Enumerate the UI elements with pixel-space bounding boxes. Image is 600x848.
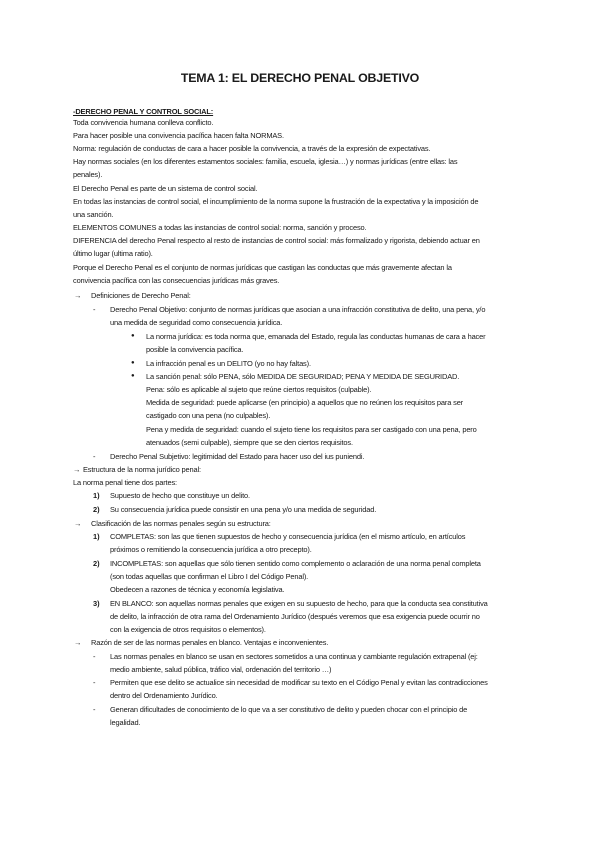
razon-line: Las normas penales en blanco se usan en sectores sometidos a una continua y cambiante regulación extrapenal (ej:: [110, 652, 478, 661]
bullet-line: La sanción penal: sólo PENA, sólo MEDIDA DE SEGURIDAD; PENA Y MEDIDA DE SEGURIDAD.: [146, 372, 460, 381]
definiciones-heading: Definiciones de Derecho Penal:: [91, 291, 191, 300]
clasificacion-line: Obedecen a razones de técnica y economía legislativa.: [110, 585, 285, 594]
bullet-icon: ●: [131, 333, 135, 339]
razon-line: Permiten que ese delito se actualice sin necesidad de modificar su texto en el Código Penal y evitan las contradicciones: [110, 678, 488, 687]
sancion-detalle-line: Pena y medida de seguridad: cuando el sujeto tiene los requisitos para ser castigado con una pena, pero: [146, 425, 477, 434]
clasificacion-line: con la exigencia de otros requisitos o elementos).: [110, 625, 266, 634]
dash-icon: -: [93, 305, 96, 314]
objetivo-line: una medida de seguridad como consecuencia jurídica.: [110, 318, 283, 327]
intro-line: penales).: [73, 170, 103, 179]
sancion-detalle-line: atenuados (semi culpable), siempre que se den ciertos requisitos.: [146, 438, 353, 447]
dash-icon: -: [93, 705, 96, 714]
arrow-icon: →: [74, 291, 82, 300]
clasificacion-line: INCOMPLETAS: son aquellas que sólo tienen sentido como complemento o aclaración de una norma penal completa: [110, 559, 481, 568]
razon-line: legalidad.: [110, 718, 141, 727]
clasificacion-line: de delito, la infracción de otra rama del Ordenamiento Jurídico (después veremos que esa exigencia puede ocurrir no: [110, 612, 480, 621]
list-number: 1): [93, 532, 100, 541]
bullet-icon: ●: [131, 360, 135, 366]
clasificacion-line: (son todas aquellas que confirman el Libro I del Código Penal).: [110, 572, 309, 581]
intro-line: último lugar (ultima ratio).: [73, 249, 153, 258]
dash-icon: -: [93, 678, 96, 687]
intro-line: Porque el Derecho Penal es el conjunto de normas jurídicas que castigan las conductas que más gravemente afectan la: [73, 263, 452, 272]
sancion-detalle-line: castigado con una pena (no culpables).: [146, 411, 271, 420]
page-title: TEMA 1: EL DERECHO PENAL OBJETIVO: [180, 71, 420, 85]
razon-line: medio ambiente, salud pública, tráfico vial, ordenación del territorio …): [110, 665, 332, 674]
list-number: 2): [93, 559, 100, 568]
intro-line: En todas las instancias de control social, el incumplimiento de la norma supone la frustración de la expectativa y la imposición de: [73, 197, 479, 206]
arrow-icon: →: [74, 519, 82, 528]
arrow-icon: →: [74, 638, 82, 647]
bullet-line: La infracción penal es un DELITO (yo no hay faltas).: [146, 359, 311, 368]
sancion-detalle-line: Pena: sólo es aplicable al sujeto que reúne ciertos requisitos (culpable).: [146, 385, 372, 394]
intro-line: ELEMENTOS COMUNES a todas las instancias de control social: norma, sanción y proceso.: [73, 223, 367, 232]
intro-line: una sanción.: [73, 210, 114, 219]
clasificacion-line: COMPLETAS: son las que tienen supuestos de hecho y consecuencia jurídica (en el mismo artículo, en artículos: [110, 532, 466, 541]
section-heading: -DERECHO PENAL Y CONTROL SOCIAL:: [73, 107, 214, 116]
subjetivo-line: Derecho Penal Subjetivo: legitimidad del Estado para hacer uso del ius puniendi.: [110, 452, 365, 461]
list-number: 1): [93, 491, 100, 500]
bullet-line: La norma jurídica: es toda norma que, emanada del Estado, regula las conductas humanas de cara a hacer: [146, 332, 486, 341]
estructura-item: Supuesto de hecho que constituye un delito.: [110, 491, 250, 500]
razon-line: dentro del Ordenamiento Jurídico.: [110, 691, 218, 700]
bullet-line: posible la convivencia pacífica.: [146, 345, 244, 354]
arrow-icon: →: [73, 465, 81, 474]
clasificacion-line: EN BLANCO: son aquellas normas penales que exigen en su supuesto de hecho, para que la conducta sea constitutiva: [110, 599, 488, 608]
intro-line: El Derecho Penal es parte de un sistema de control social.: [73, 184, 258, 193]
intro-line: Hay normas sociales (en los diferentes estamentos sociales: familia, escuela, iglesia…) y normas jurídicas (entre ellas: las: [73, 157, 458, 166]
dash-icon: -: [93, 452, 96, 461]
clasificacion-line: próximos o remitiendo la consecuencia jurídica a otro precepto).: [110, 545, 312, 554]
sancion-detalle-line: Medida de seguridad: puede aplicarse (en principio) a aquellos que no reúnen los requisitos para ser: [146, 398, 464, 407]
razon-heading: Razón de ser de las normas penales en blanco. Ventajas e inconvenientes.: [91, 638, 329, 647]
intro-line: convivencia pacífica con las consecuencias jurídicas más graves.: [73, 276, 280, 285]
estructura-intro: La norma penal tiene dos partes:: [73, 478, 177, 487]
estructura-item: Su consecuencia jurídica puede consistir en una pena y/o una medida de seguridad.: [110, 505, 377, 514]
list-number: 3): [93, 599, 100, 608]
intro-line: Toda convivencia humana conlleva conflicto.: [73, 118, 214, 127]
list-number: 2): [93, 505, 100, 514]
intro-line: Para hacer posible una convivencia pacífica hacen falta NORMAS.: [73, 131, 284, 140]
objetivo-line: Derecho Penal Objetivo: conjunto de normas jurídicas que asocian a una infracción constitutiva de delito, una pena, y/o: [110, 305, 486, 314]
estructura-heading: Estructura de la norma jurídico penal:: [83, 465, 201, 474]
razon-line: Generan dificultades de conocimiento de lo que va a ser constitutivo de delito y pueden chocar con el principio de: [110, 705, 468, 714]
intro-line: DIFERENCIA del derecho Penal respecto al resto de instancias de control social: más formalizado y rigorista, debiendo actuar en: [73, 236, 480, 245]
bullet-icon: ●: [131, 373, 135, 379]
dash-icon: -: [93, 652, 96, 661]
clasificacion-heading: Clasificación de las normas penales según su estructura:: [91, 519, 271, 528]
intro-line: Norma: regulación de conductas de cara a hacer posible la convivencia, a través de la expresión de expectativas.: [73, 144, 431, 153]
